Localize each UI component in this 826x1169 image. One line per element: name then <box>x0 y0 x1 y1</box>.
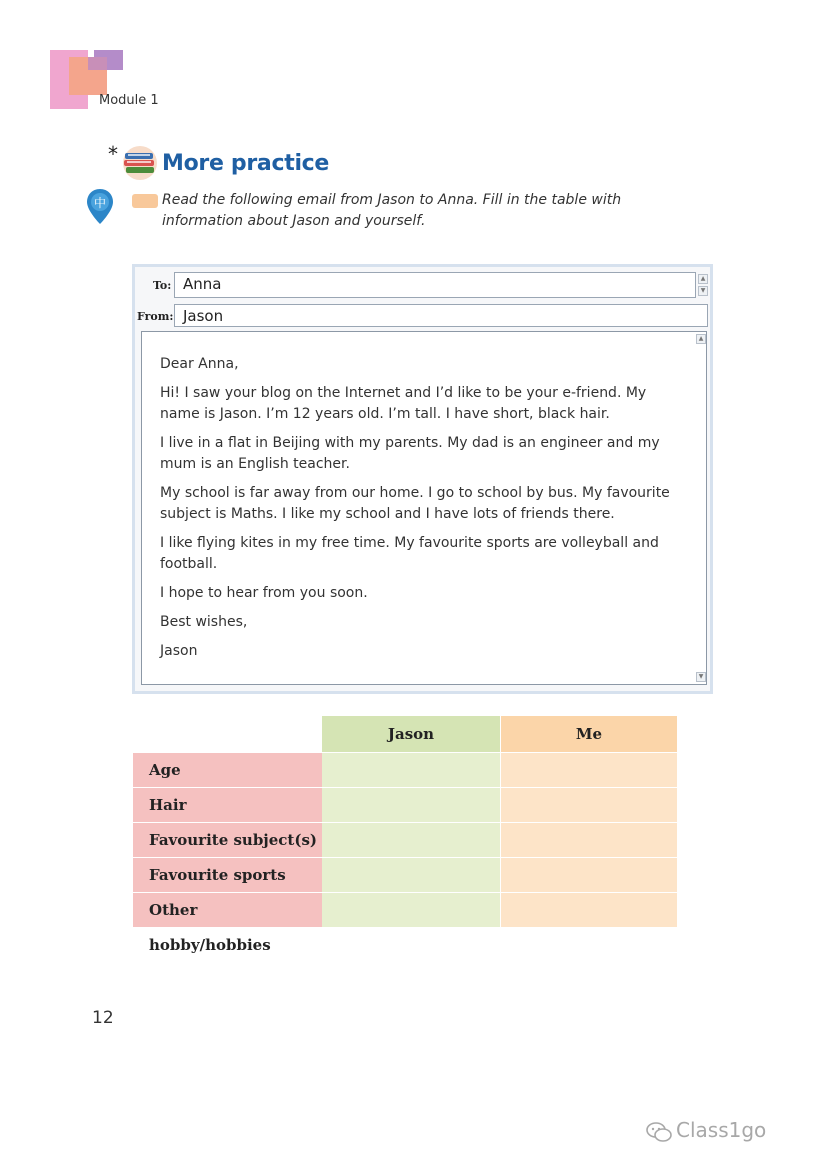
body-scroll-up[interactable]: ▲ <box>696 334 706 344</box>
cell-me-other-hobbies[interactable] <box>500 892 677 927</box>
from-label: From: <box>137 310 174 323</box>
message-paragraph: My school is far away from our home. I go to school by bus. My favourite subject is Maths. I like my school and I have lots of friends there. <box>160 485 670 522</box>
row-label-favourite-sports: Favourite sports <box>133 857 322 892</box>
pin-badge-char: 中 <box>93 196 107 210</box>
row-label-other-hobbies: Other hobby/hobbies <box>133 892 322 927</box>
cell-me-hair[interactable] <box>500 787 677 822</box>
message-paragraph: Jason <box>160 643 198 659</box>
page-number: 12 <box>92 1008 114 1028</box>
watermark: Class1go <box>676 1118 767 1142</box>
to-label: To: <box>153 279 172 292</box>
cell-me-age[interactable] <box>500 752 677 787</box>
cell-jason-favourite-sports[interactable] <box>322 857 500 892</box>
message-body[interactable] <box>141 331 707 685</box>
message-paragraph: I hope to hear from you soon. <box>160 585 368 601</box>
message-paragraph: Best wishes, <box>160 614 248 630</box>
module-label: Module 1 <box>99 93 159 108</box>
message-paragraph: Hi! I saw your blog on the Internet and I’d like to be your e-friend. My name is Jason. I’m 12 years old. I’m tall. I have short, black hair. <box>160 385 647 422</box>
cell-me-favourite-sports[interactable] <box>500 857 677 892</box>
to-scroll-up[interactable]: ▲ <box>698 274 708 284</box>
email-window <box>132 264 713 694</box>
location-pin-icon <box>86 188 114 226</box>
message-paragraph: Dear Anna, <box>160 356 239 372</box>
message-text <box>160 354 670 670</box>
from-field[interactable]: Jason <box>174 304 708 327</box>
cell-jason-favourite-subjects[interactable] <box>322 822 500 857</box>
row-label-age: Age <box>133 752 322 787</box>
cell-me-favourite-subjects[interactable] <box>500 822 677 857</box>
cell-jason-age[interactable] <box>322 752 500 787</box>
cell-jason-other-hobbies[interactable] <box>322 892 500 927</box>
row-label-hair: Hair <box>133 787 322 822</box>
highlight-marker <box>132 194 158 208</box>
column-header-me: Me <box>500 716 677 752</box>
body-scroll-down[interactable]: ▼ <box>696 672 706 682</box>
to-scroll-down[interactable]: ▼ <box>698 286 708 296</box>
section-title: More practice <box>162 151 330 176</box>
asterisk-mark: * <box>108 142 118 166</box>
message-paragraph: I like flying kites in my free time. My favourite sports are volleyball and football. <box>160 535 659 572</box>
books-icon <box>120 145 160 181</box>
instructions-text: Read the following email from Jason to Anna. Fill in the table with information about Jason and yourself. <box>162 192 622 229</box>
message-paragraph: I live in a flat in Beijing with my parents. My dad is an engineer and my mum is an English teacher. <box>160 435 660 472</box>
cell-jason-hair[interactable] <box>322 787 500 822</box>
column-header-jason: Jason <box>322 716 500 752</box>
wechat-icon <box>645 1120 673 1144</box>
to-field[interactable]: Anna <box>174 272 696 298</box>
row-label-favourite-subjects: Favourite subject(s) <box>133 822 322 857</box>
module-block-mauve <box>88 57 107 70</box>
